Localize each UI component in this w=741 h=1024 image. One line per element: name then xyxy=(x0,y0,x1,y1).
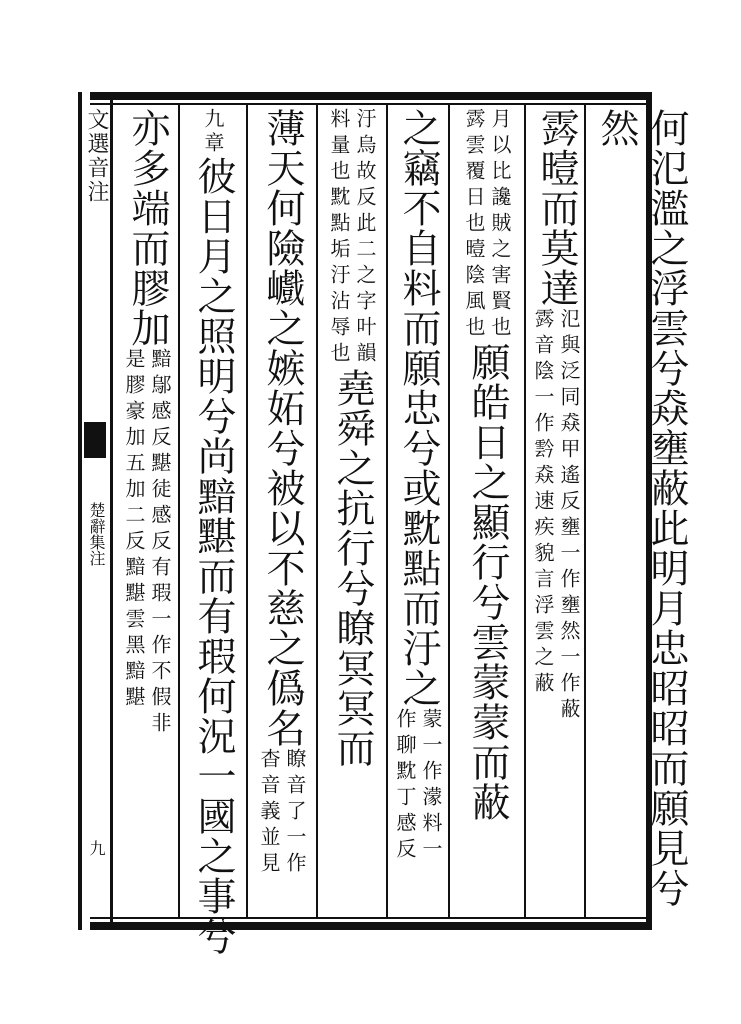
main-text: 薄天何險巇之嫉妬兮被以不慈之僞名 xyxy=(260,108,305,748)
commentary xyxy=(122,348,172,738)
column-separator xyxy=(524,105,526,917)
fold-margin xyxy=(78,92,116,930)
column-separator xyxy=(584,105,586,917)
bottom-border-inner xyxy=(90,917,652,919)
commentary-left: 作聊黕丁感反 xyxy=(393,708,417,864)
commentary-left: 霠音陰一作霒猋速疾貌言浮雲之蔽 xyxy=(531,308,555,698)
column-separator xyxy=(178,105,180,917)
top-border-inner xyxy=(90,103,652,105)
main-text: 願皓日之顯行兮雲蒙蒙而蔽 xyxy=(465,342,510,822)
commentary-left: 杳音義並見 xyxy=(257,748,281,878)
chapter-title: 楚辭集注 xyxy=(87,502,106,566)
commentary xyxy=(327,108,377,368)
main-text: 霠曀而莫達 xyxy=(534,108,579,308)
commentary-right: 月以比讒賊之害賢也 xyxy=(488,108,512,342)
page-number: 九 xyxy=(87,840,106,856)
fold-line-right xyxy=(110,92,113,930)
commentary-left: 料量也黕點垢汙沾辱也 xyxy=(327,108,351,368)
commentary xyxy=(531,308,581,724)
text-column-5 xyxy=(320,108,384,916)
commentary-left: 霠雲覆日也曀陰風也 xyxy=(462,108,486,342)
bottom-border xyxy=(90,922,652,930)
text-column-3 xyxy=(452,108,522,916)
text-column-6 xyxy=(250,108,314,916)
commentary-right: 黯鄔感反黮徒感反有瑕一作不假非 xyxy=(148,348,172,738)
column-separator xyxy=(386,105,388,917)
column-separator xyxy=(448,105,450,917)
column-separator xyxy=(246,105,248,917)
commentary xyxy=(393,708,443,864)
main-text: 何氾濫之浮雲兮猋壅蔽此明月忠昭昭而願見兮然 xyxy=(594,108,689,908)
commentary xyxy=(462,108,512,342)
commentary-right: 瞭音了一作 xyxy=(283,748,307,878)
text-column-8 xyxy=(118,108,176,916)
commentary xyxy=(257,748,307,878)
main-text: 亦多端而膠加 xyxy=(125,108,170,348)
top-border xyxy=(90,92,652,100)
main-text: 彼日月之照明兮尚黯黮而有瑕何況一國之事兮 xyxy=(191,156,236,956)
text-column-7 xyxy=(181,108,245,956)
chapter-label: 九章 xyxy=(201,108,225,156)
commentary-right: 蒙一作濛料一 xyxy=(419,708,443,864)
main-text: 之竊不自料而願忠兮或黕點而汙之 xyxy=(396,108,441,708)
commentary-right: 汙烏故反此二之字叶韻 xyxy=(353,108,377,368)
text-column-1 xyxy=(591,108,689,916)
column-separator xyxy=(316,105,318,917)
commentary-right: 氾與泛同猋甲遙反壅一作壅然一作蔽 xyxy=(557,308,581,724)
fish-tail-mark xyxy=(84,422,106,458)
text-column-4 xyxy=(390,108,446,916)
commentary-left: 是膠豪加五加二反黯黮雲黑黯黮 xyxy=(122,348,146,712)
fold-line-left xyxy=(78,92,82,930)
text-column-2 xyxy=(528,108,584,916)
main-text: 堯舜之抗行兮瞭冥冥而 xyxy=(330,368,375,768)
book-title: 文選音注 xyxy=(84,108,109,204)
